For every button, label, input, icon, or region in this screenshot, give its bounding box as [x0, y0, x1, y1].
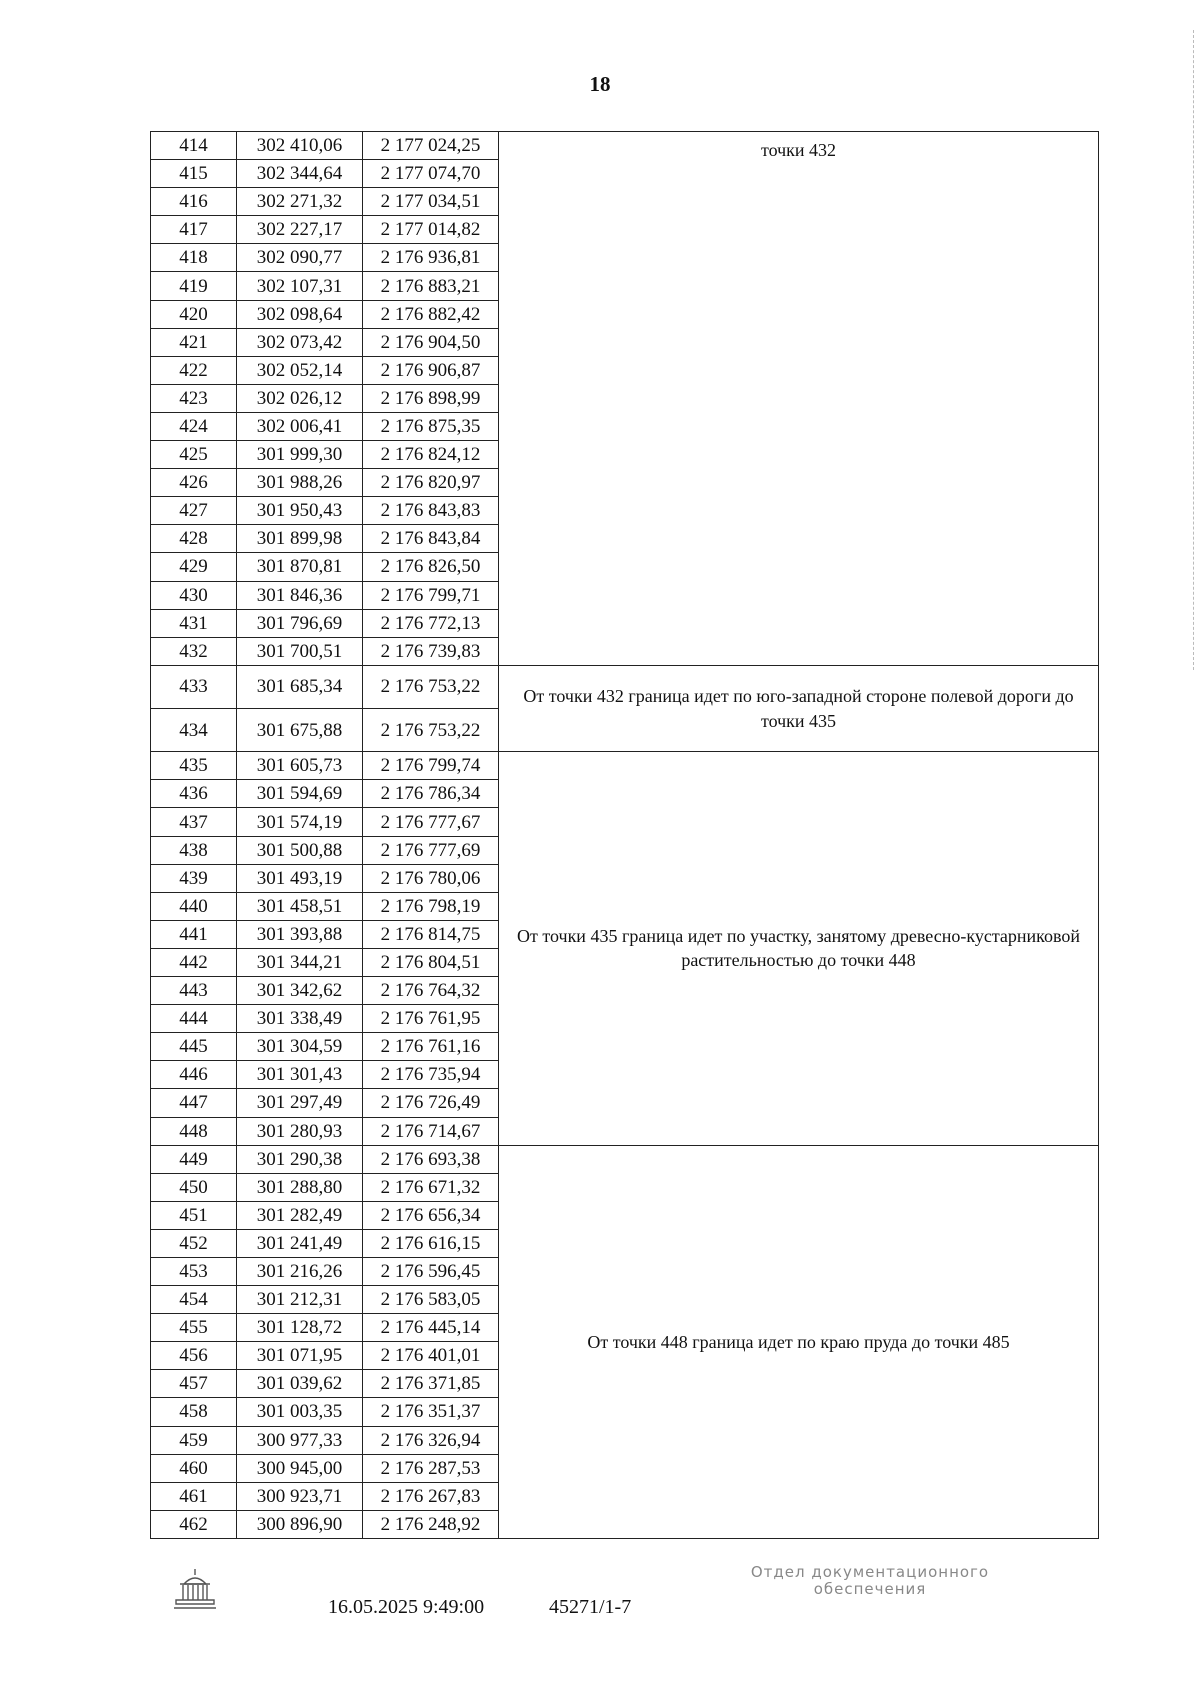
stamp-line-2: обеспечения — [813, 1580, 927, 1599]
x-coordinate-cell: 302 344,64 — [237, 160, 363, 188]
y-coordinate-cell: 2 177 034,51 — [363, 188, 499, 216]
point-number-cell: 437 — [151, 808, 237, 836]
y-coordinate-cell: 2 176 780,06 — [363, 864, 499, 892]
y-coordinate-cell: 2 176 904,50 — [363, 328, 499, 356]
point-number-cell: 442 — [151, 948, 237, 976]
table-row — [151, 1145, 1099, 1173]
point-number-cell: 436 — [151, 780, 237, 808]
point-number-cell: 417 — [151, 216, 237, 244]
y-coordinate-cell: 2 176 824,12 — [363, 441, 499, 469]
footer-date: 16.05.2025 9:49:00 — [328, 1596, 485, 1618]
y-coordinate-cell: 2 176 287,53 — [363, 1454, 499, 1482]
point-number-cell: 453 — [151, 1257, 237, 1285]
building-logo-icon — [172, 1566, 218, 1614]
y-coordinate-cell: 2 176 883,21 — [363, 272, 499, 300]
point-number-cell: 433 — [151, 665, 237, 708]
x-coordinate-cell: 300 977,33 — [237, 1426, 363, 1454]
x-coordinate-cell: 300 945,00 — [237, 1454, 363, 1482]
x-coordinate-cell: 300 923,71 — [237, 1482, 363, 1510]
point-number-cell: 414 — [151, 132, 237, 160]
point-number-cell: 458 — [151, 1398, 237, 1426]
footer-document-code: 45271/1-7 — [549, 1596, 632, 1618]
x-coordinate-cell: 301 700,51 — [237, 637, 363, 665]
point-number-cell: 462 — [151, 1510, 237, 1538]
y-coordinate-cell: 2 177 074,70 — [363, 160, 499, 188]
scan-margin-marks — [1187, 30, 1194, 670]
y-coordinate-cell: 2 176 267,83 — [363, 1482, 499, 1510]
y-coordinate-cell: 2 176 401,01 — [363, 1342, 499, 1370]
y-coordinate-cell: 2 176 843,83 — [363, 497, 499, 525]
point-number-cell: 428 — [151, 525, 237, 553]
x-coordinate-cell: 301 304,59 — [237, 1033, 363, 1061]
point-number-cell: 449 — [151, 1145, 237, 1173]
point-number-cell: 450 — [151, 1173, 237, 1201]
x-coordinate-cell: 301 999,30 — [237, 441, 363, 469]
point-number-cell: 434 — [151, 709, 237, 752]
y-coordinate-cell: 2 176 786,34 — [363, 780, 499, 808]
x-coordinate-cell: 301 988,26 — [237, 469, 363, 497]
y-coordinate-cell: 2 176 326,94 — [363, 1426, 499, 1454]
x-coordinate-cell: 302 271,32 — [237, 188, 363, 216]
y-coordinate-cell: 2 176 761,16 — [363, 1033, 499, 1061]
y-coordinate-cell: 2 176 772,13 — [363, 609, 499, 637]
y-coordinate-cell: 2 176 693,38 — [363, 1145, 499, 1173]
x-coordinate-cell: 301 282,49 — [237, 1201, 363, 1229]
point-number-cell: 424 — [151, 412, 237, 440]
y-coordinate-cell: 2 176 351,37 — [363, 1398, 499, 1426]
table-row — [151, 132, 1099, 160]
point-number-cell: 456 — [151, 1342, 237, 1370]
point-number-cell: 461 — [151, 1482, 237, 1510]
point-number-cell: 445 — [151, 1033, 237, 1061]
point-number-cell: 425 — [151, 441, 237, 469]
y-coordinate-cell: 2 176 814,75 — [363, 920, 499, 948]
x-coordinate-cell: 302 052,14 — [237, 356, 363, 384]
boundary-description-cell: От точки 432 граница идет по юго-западной стороне полевой дороги до точки 435 — [499, 665, 1099, 752]
point-number-cell: 429 — [151, 553, 237, 581]
x-coordinate-cell: 301 071,95 — [237, 1342, 363, 1370]
x-coordinate-cell: 302 073,42 — [237, 328, 363, 356]
x-coordinate-cell: 300 896,90 — [237, 1510, 363, 1538]
x-coordinate-cell: 302 227,17 — [237, 216, 363, 244]
x-coordinate-cell: 301 297,49 — [237, 1089, 363, 1117]
point-number-cell: 430 — [151, 581, 237, 609]
y-coordinate-cell: 2 176 714,67 — [363, 1117, 499, 1145]
x-coordinate-cell: 301 128,72 — [237, 1314, 363, 1342]
y-coordinate-cell: 2 176 936,81 — [363, 244, 499, 272]
y-coordinate-cell: 2 176 371,85 — [363, 1370, 499, 1398]
x-coordinate-cell: 301 301,43 — [237, 1061, 363, 1089]
x-coordinate-cell: 301 605,73 — [237, 752, 363, 780]
x-coordinate-cell: 301 574,19 — [237, 808, 363, 836]
point-number-cell: 432 — [151, 637, 237, 665]
y-coordinate-cell: 2 176 761,95 — [363, 1005, 499, 1033]
coordinates-table-body — [151, 132, 1099, 1539]
point-number-cell: 422 — [151, 356, 237, 384]
coordinates-table-wrapper — [150, 131, 1098, 1539]
x-coordinate-cell: 301 288,80 — [237, 1173, 363, 1201]
x-coordinate-cell: 301 338,49 — [237, 1005, 363, 1033]
x-coordinate-cell: 301 344,21 — [237, 948, 363, 976]
point-number-cell: 447 — [151, 1089, 237, 1117]
point-number-cell: 421 — [151, 328, 237, 356]
x-coordinate-cell: 301 290,38 — [237, 1145, 363, 1173]
point-number-cell: 446 — [151, 1061, 237, 1089]
x-coordinate-cell: 302 410,06 — [237, 132, 363, 160]
y-coordinate-cell: 2 176 804,51 — [363, 948, 499, 976]
y-coordinate-cell: 2 176 820,97 — [363, 469, 499, 497]
point-number-cell: 452 — [151, 1229, 237, 1257]
y-coordinate-cell: 2 176 798,19 — [363, 892, 499, 920]
x-coordinate-cell: 301 899,98 — [237, 525, 363, 553]
x-coordinate-cell: 301 241,49 — [237, 1229, 363, 1257]
y-coordinate-cell: 2 176 764,32 — [363, 977, 499, 1005]
x-coordinate-cell: 301 212,31 — [237, 1286, 363, 1314]
y-coordinate-cell: 2 177 024,25 — [363, 132, 499, 160]
y-coordinate-cell: 2 176 671,32 — [363, 1173, 499, 1201]
page-number: 18 — [589, 72, 611, 96]
x-coordinate-cell: 302 098,64 — [237, 300, 363, 328]
point-number-cell: 455 — [151, 1314, 237, 1342]
y-coordinate-cell: 2 176 898,99 — [363, 384, 499, 412]
point-number-cell: 431 — [151, 609, 237, 637]
coordinates-table — [150, 131, 1099, 1539]
table-row — [151, 752, 1099, 780]
point-number-cell: 454 — [151, 1286, 237, 1314]
department-stamp — [720, 1564, 1020, 1599]
y-coordinate-cell: 2 177 014,82 — [363, 216, 499, 244]
x-coordinate-cell: 301 458,51 — [237, 892, 363, 920]
point-number-cell: 415 — [151, 160, 237, 188]
point-number-cell: 438 — [151, 836, 237, 864]
y-coordinate-cell: 2 176 445,14 — [363, 1314, 499, 1342]
x-coordinate-cell: 302 026,12 — [237, 384, 363, 412]
x-coordinate-cell: 301 500,88 — [237, 836, 363, 864]
y-coordinate-cell: 2 176 799,71 — [363, 581, 499, 609]
x-coordinate-cell: 301 796,69 — [237, 609, 363, 637]
x-coordinate-cell: 301 950,43 — [237, 497, 363, 525]
y-coordinate-cell: 2 176 616,15 — [363, 1229, 499, 1257]
y-coordinate-cell: 2 176 875,35 — [363, 412, 499, 440]
stamp-line-1: Отдел документационного — [750, 1563, 990, 1581]
y-coordinate-cell: 2 176 777,67 — [363, 808, 499, 836]
y-coordinate-cell: 2 176 882,42 — [363, 300, 499, 328]
y-coordinate-cell: 2 176 739,83 — [363, 637, 499, 665]
point-number-cell: 439 — [151, 864, 237, 892]
point-number-cell: 443 — [151, 977, 237, 1005]
y-coordinate-cell: 2 176 596,45 — [363, 1257, 499, 1285]
x-coordinate-cell: 301 493,19 — [237, 864, 363, 892]
y-coordinate-cell: 2 176 826,50 — [363, 553, 499, 581]
x-coordinate-cell: 301 393,88 — [237, 920, 363, 948]
point-number-cell: 426 — [151, 469, 237, 497]
y-coordinate-cell: 2 176 906,87 — [363, 356, 499, 384]
point-number-cell: 419 — [151, 272, 237, 300]
point-number-cell: 460 — [151, 1454, 237, 1482]
boundary-description-cell: От точки 448 граница идет по краю пруда до точки 485 — [499, 1145, 1099, 1538]
x-coordinate-cell: 301 003,35 — [237, 1398, 363, 1426]
point-number-cell: 440 — [151, 892, 237, 920]
point-number-cell: 418 — [151, 244, 237, 272]
y-coordinate-cell: 2 176 843,84 — [363, 525, 499, 553]
x-coordinate-cell: 301 685,34 — [237, 665, 363, 708]
x-coordinate-cell: 302 107,31 — [237, 272, 363, 300]
x-coordinate-cell: 301 594,69 — [237, 780, 363, 808]
point-number-cell: 427 — [151, 497, 237, 525]
point-number-cell: 457 — [151, 1370, 237, 1398]
x-coordinate-cell: 301 870,81 — [237, 553, 363, 581]
x-coordinate-cell: 302 090,77 — [237, 244, 363, 272]
y-coordinate-cell: 2 176 656,34 — [363, 1201, 499, 1229]
point-number-cell: 423 — [151, 384, 237, 412]
point-number-cell: 451 — [151, 1201, 237, 1229]
x-coordinate-cell: 301 280,93 — [237, 1117, 363, 1145]
x-coordinate-cell: 301 039,62 — [237, 1370, 363, 1398]
point-number-cell: 441 — [151, 920, 237, 948]
table-row — [151, 665, 1099, 708]
boundary-description-cell: точки 432 — [499, 132, 1099, 666]
y-coordinate-cell: 2 176 735,94 — [363, 1061, 499, 1089]
x-coordinate-cell: 302 006,41 — [237, 412, 363, 440]
x-coordinate-cell: 301 846,36 — [237, 581, 363, 609]
y-coordinate-cell: 2 176 726,49 — [363, 1089, 499, 1117]
x-coordinate-cell: 301 216,26 — [237, 1257, 363, 1285]
x-coordinate-cell: 301 342,62 — [237, 977, 363, 1005]
y-coordinate-cell: 2 176 753,22 — [363, 665, 499, 708]
boundary-description-cell: От точки 435 граница идет по участку, занятому древесно-кустарниковой растительностью до точки 448 — [499, 752, 1099, 1145]
y-coordinate-cell: 2 176 777,69 — [363, 836, 499, 864]
y-coordinate-cell: 2 176 799,74 — [363, 752, 499, 780]
point-number-cell: 420 — [151, 300, 237, 328]
y-coordinate-cell: 2 176 583,05 — [363, 1286, 499, 1314]
point-number-cell: 435 — [151, 752, 237, 780]
point-number-cell: 444 — [151, 1005, 237, 1033]
point-number-cell: 416 — [151, 188, 237, 216]
y-coordinate-cell: 2 176 248,92 — [363, 1510, 499, 1538]
point-number-cell: 448 — [151, 1117, 237, 1145]
x-coordinate-cell: 301 675,88 — [237, 709, 363, 752]
y-coordinate-cell: 2 176 753,22 — [363, 709, 499, 752]
point-number-cell: 459 — [151, 1426, 237, 1454]
